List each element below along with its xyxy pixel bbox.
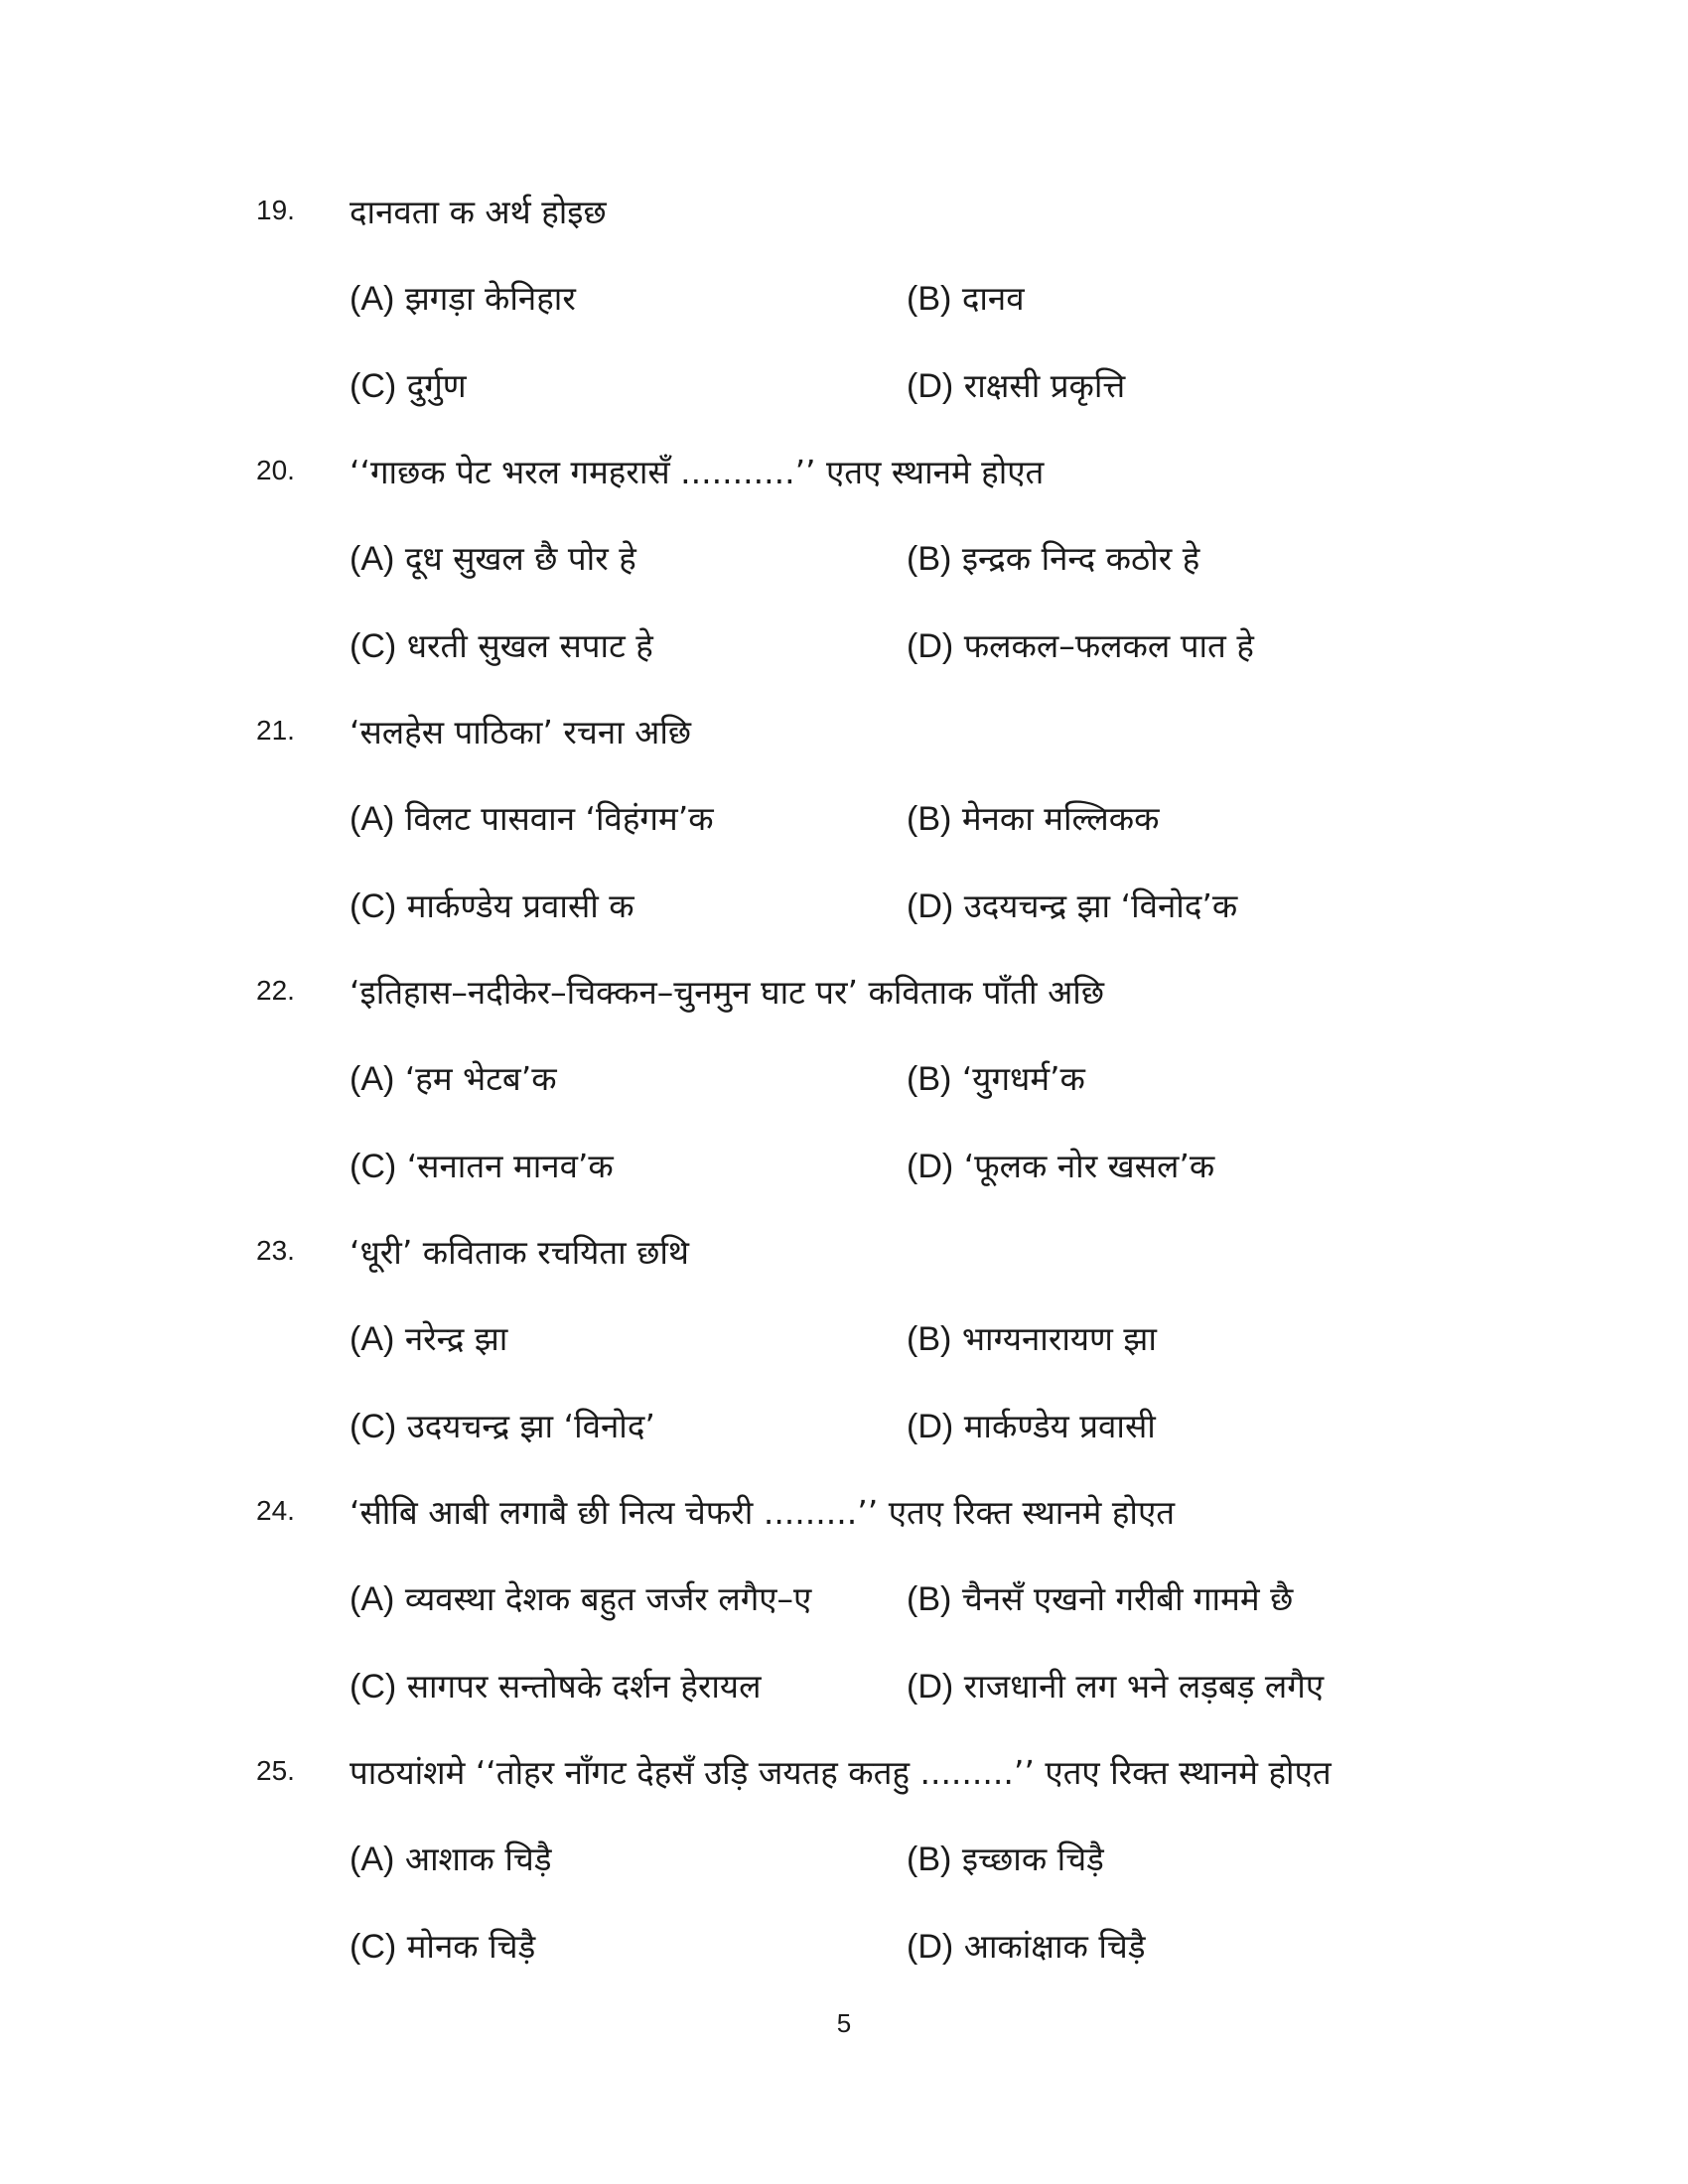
option-c: [350, 622, 653, 667]
option-letter: (A): [350, 1580, 395, 1618]
option-b: [907, 1575, 1293, 1620]
option-text: ‘सनातन मानव’क: [396, 1147, 614, 1185]
question-text: ‘‘गाछक पेट भरल गमहरासँ ...........’’ एतए स्थानमे होएत: [350, 453, 1045, 491]
option-text: ‘युगधर्म’क: [951, 1059, 1085, 1098]
option-text: धरती सुखल सपाट हे: [396, 626, 653, 665]
option-d: [907, 622, 1254, 667]
option-b: [907, 1055, 1085, 1100]
option-b: [907, 1315, 1157, 1360]
option-text: ‘हम भेटब’क: [394, 1059, 557, 1098]
option-a: [350, 1575, 811, 1620]
option-letter: (A): [350, 280, 395, 318]
option-a: [350, 795, 714, 840]
option-d: [907, 362, 1125, 407]
option-c: [350, 1403, 655, 1447]
option-b: [907, 795, 1159, 840]
option-letter: (D): [907, 887, 954, 925]
option-text: दूध सुखल छै पोर हे: [394, 539, 636, 578]
option-letter: (A): [350, 1841, 395, 1878]
option-text: ‘फूलक नोर खसल’क: [953, 1147, 1215, 1185]
option-d: [907, 1403, 1156, 1447]
option-text: व्यवस्था देशक बहुत जर्जर लगैए–ए: [394, 1579, 812, 1618]
question-text: पाठयांशमे ‘‘तोहर नाँगट देहसँ उड़ि जयतह कतहु .........’’ एतए रिक्त स्थानमे होएत: [350, 1753, 1332, 1792]
option-letter: (C): [350, 367, 397, 405]
option-text: आकांक्षाक चिड़ै: [953, 1927, 1146, 1966]
option-a: [350, 1836, 552, 1880]
option-text: मोनक चिड़ै: [396, 1927, 536, 1966]
option-letter: (B): [907, 1580, 952, 1618]
question-number: 19.: [256, 195, 295, 225]
question-text: ‘धूरी’ कविताक रचयिता छथि: [350, 1233, 689, 1272]
option-c: [350, 362, 467, 407]
option-text: इन्द्रक निन्द कठोर हे: [951, 539, 1200, 578]
option-letter: (B): [907, 1060, 952, 1098]
option-a: [350, 275, 576, 320]
option-text: नरेन्द्र झा: [394, 1319, 508, 1358]
option-b: [907, 1836, 1104, 1880]
option-text: झगड़ा केनिहार: [394, 279, 576, 318]
option-text: भाग्यनारायण झा: [951, 1319, 1157, 1358]
option-letter: (C): [350, 1668, 397, 1706]
option-d: [907, 1923, 1146, 1968]
question-number: 24.: [256, 1495, 295, 1526]
option-text: दानव: [951, 279, 1025, 318]
option-text: चैनसँ एखनो गरीबी गाममे छै: [951, 1579, 1294, 1618]
option-text: राजधानी लग भने लड़बड़ लगैए: [953, 1667, 1325, 1706]
option-letter: (B): [907, 800, 952, 838]
option-text: मेनका मल्लिकक: [951, 799, 1160, 838]
option-a: [350, 1055, 557, 1100]
option-letter: (C): [350, 887, 397, 925]
question-text: ‘सीबि आबी लगाबै छी नित्य चेफरी .........’’ एतए रिक्त स्थानमे होएत: [350, 1493, 1176, 1532]
question-number: 20.: [256, 455, 295, 485]
option-text: उदयचन्द्र झा ‘विनोद’क: [953, 887, 1238, 925]
option-letter: (A): [350, 800, 395, 838]
option-text: विलट पासवान ‘विहंगम’क: [394, 799, 714, 838]
option-letter: (C): [350, 1928, 397, 1966]
option-letter: (A): [350, 1320, 395, 1358]
option-b: [907, 535, 1199, 580]
option-letter: (D): [907, 367, 954, 405]
option-letter: (D): [907, 1668, 954, 1706]
option-a: [350, 1315, 507, 1360]
option-letter: (C): [350, 627, 397, 665]
option-letter: (B): [907, 540, 952, 578]
option-letter: (C): [350, 1148, 397, 1185]
option-text: मार्कण्डेय प्रवासी: [953, 1407, 1156, 1445]
option-text: सागपर सन्तोषके दर्शन हेरायल: [396, 1667, 762, 1706]
question-text: ‘सलहेस पाठिका’ रचना अछि: [350, 713, 692, 751]
question-number: 22.: [256, 975, 295, 1006]
option-a: [350, 535, 636, 580]
option-d: [907, 883, 1237, 927]
question-number: 25.: [256, 1755, 295, 1786]
option-letter: (D): [907, 627, 954, 665]
option-c: [350, 1923, 535, 1968]
option-letter: (B): [907, 1841, 952, 1878]
option-d: [907, 1143, 1214, 1187]
question-number: 21.: [256, 715, 295, 746]
question-text: दानवता क अर्थ होइछ: [350, 193, 607, 231]
option-text: इच्छाक चिड़ै: [951, 1840, 1104, 1878]
option-letter: (A): [350, 540, 395, 578]
option-letter: (C): [350, 1408, 397, 1445]
option-text: राक्षसी प्रकृत्ति: [953, 366, 1126, 405]
page-number: 5: [836, 2008, 852, 2038]
option-c: [350, 1143, 614, 1187]
option-c: [350, 1663, 761, 1707]
option-letter: (D): [907, 1408, 954, 1445]
option-text: उदयचन्द्र झा ‘विनोद’: [396, 1407, 655, 1445]
option-letter: (B): [907, 1320, 952, 1358]
option-c: [350, 883, 634, 927]
option-d: [907, 1663, 1324, 1707]
option-b: [907, 275, 1025, 320]
option-text: मार्कण्डेय प्रवासी क: [396, 887, 634, 925]
question-number: 23.: [256, 1235, 295, 1266]
option-text: आशाक चिड़ै: [394, 1840, 552, 1878]
option-letter: (A): [350, 1060, 395, 1098]
option-letter: (D): [907, 1928, 954, 1966]
question-text: ‘इतिहास–नदीकेर–चिक्कन–चुनमुन घाट पर’ कविताक पाँती अछि: [350, 973, 1104, 1012]
option-text: फलकल–फलकल पात हे: [953, 626, 1254, 665]
option-letter: (D): [907, 1148, 954, 1185]
option-text: दुर्गुण: [396, 366, 467, 405]
option-letter: (B): [907, 280, 952, 318]
